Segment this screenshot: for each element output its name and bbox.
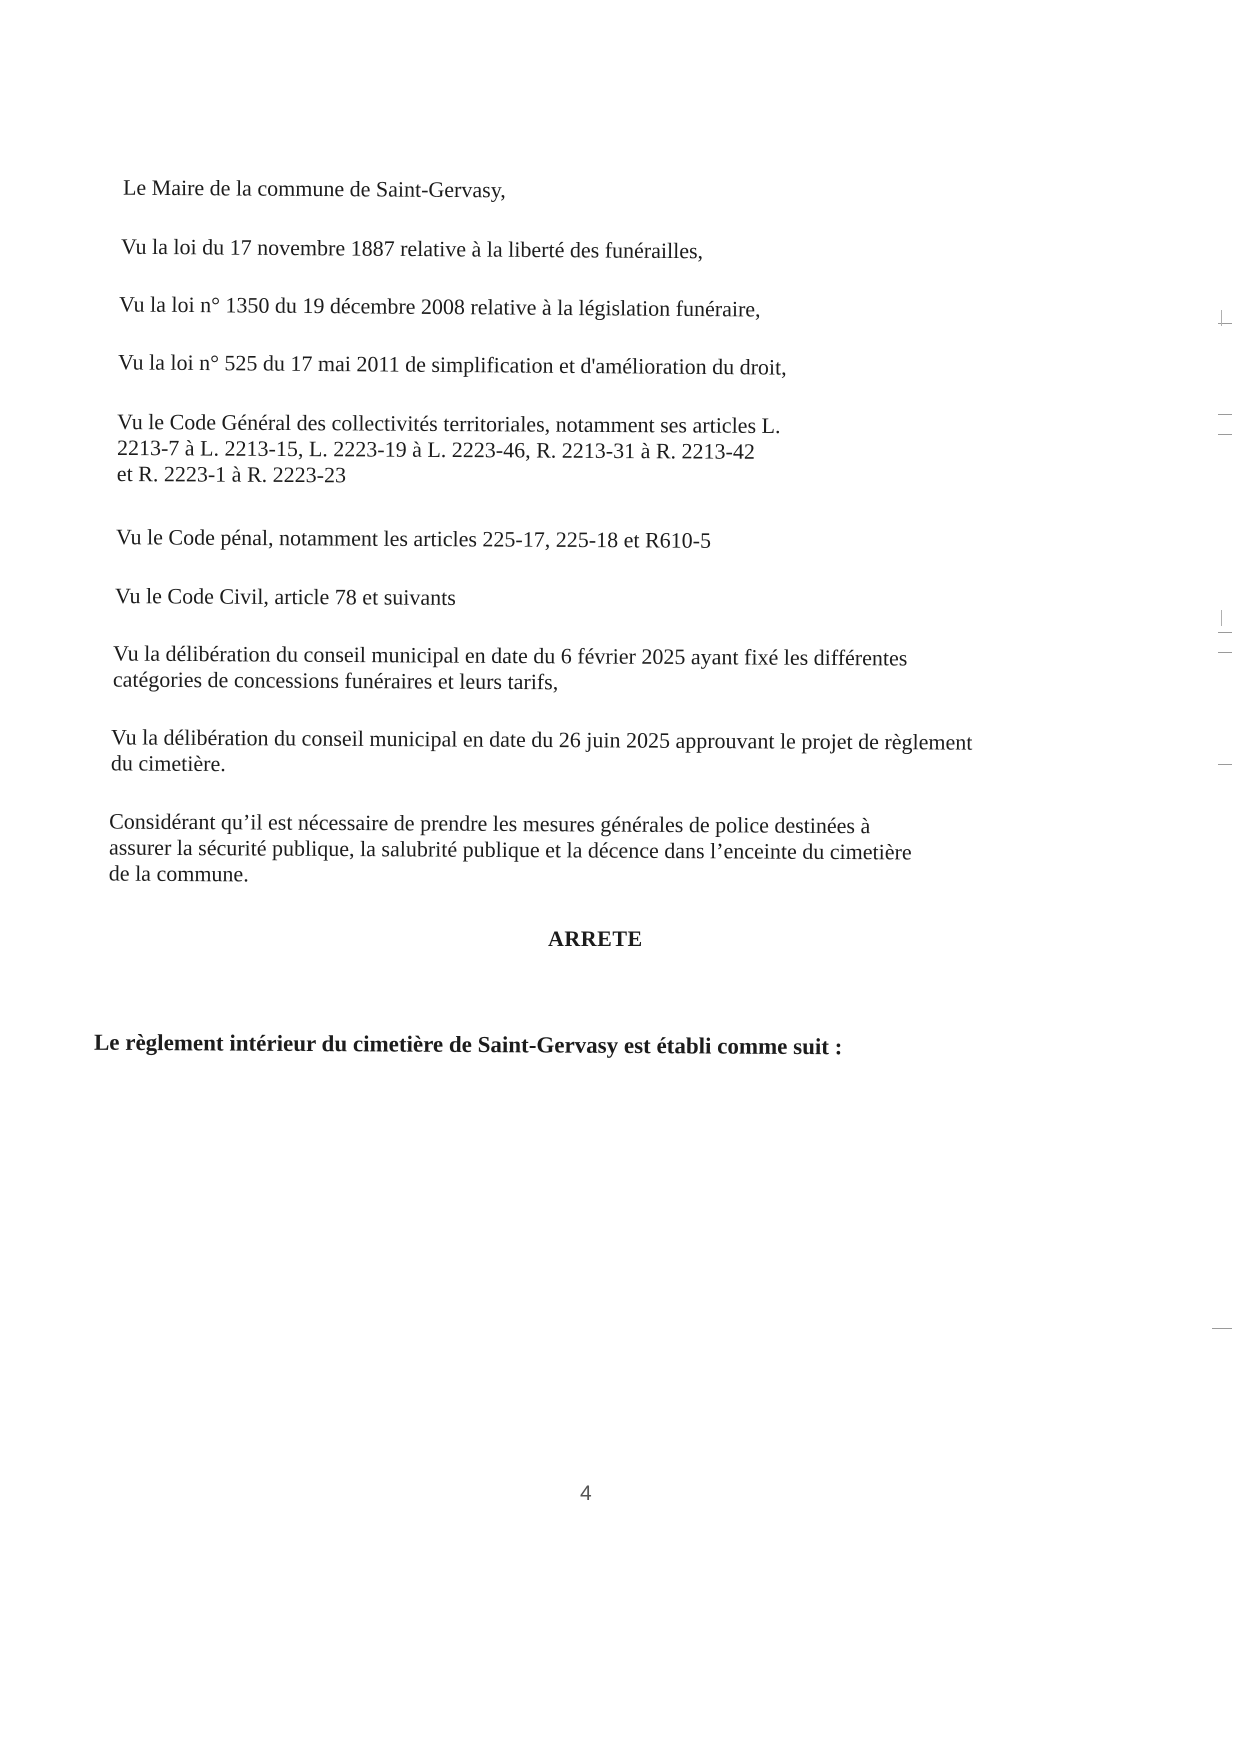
decree-heading: ARRETE bbox=[548, 926, 643, 951]
consideration-line: Vu la loi du 17 novembre 1887 relative à la liberté des funérailles, bbox=[120, 233, 704, 264]
regulation-title: Le règlement intérieur du cimetière de Saint-Gervasy est établi comme suit : bbox=[93, 1029, 843, 1060]
scan-artifact bbox=[1212, 1328, 1232, 1329]
page-number: 4 bbox=[580, 1482, 592, 1505]
intro-line bbox=[123, 175, 506, 204]
consideration-cgct bbox=[117, 409, 781, 491]
consideration-deliberation-juin bbox=[111, 724, 973, 781]
scan-artifact bbox=[1218, 764, 1232, 765]
scan-artifact bbox=[1218, 434, 1232, 435]
consideration-line: Vu le Code pénal, notamment les articles 225-17, 225-18 et R610-5 bbox=[115, 524, 712, 553]
consideration-law-2011 bbox=[118, 349, 787, 380]
scan-artifact bbox=[1221, 310, 1222, 326]
consideration-line: Vu la délibération du conseil municipal en date du 6 février 2025 ayant fixé les différentes bbox=[113, 640, 908, 671]
consideration-line: Vu le Code Civil, article 78 et suivants bbox=[114, 583, 456, 610]
scan-artifact bbox=[1221, 610, 1222, 626]
consideration-securite bbox=[109, 809, 912, 892]
consideration-line: Considérant qu’il est nécessaire de prendre les mesures générales de police destinées à bbox=[109, 808, 871, 839]
consideration-line: Vu la loi n° 525 du 17 mai 2011 de simplification et d'amélioration du droit, bbox=[117, 349, 787, 380]
consideration-line: du cimetière. bbox=[110, 750, 226, 777]
consideration-deliberation-fevrier bbox=[113, 641, 908, 698]
scan-artifact bbox=[1218, 632, 1232, 633]
consideration-line: Vu le Code Général des collectivités territoriales, notamment ses articles L. bbox=[117, 408, 781, 439]
consideration-law-2008 bbox=[119, 291, 761, 322]
scan-artifact bbox=[1218, 414, 1232, 415]
consideration-line: catégories de concessions funéraires et leurs tarifs, bbox=[112, 666, 559, 695]
consideration-line: Vu la loi n° 1350 du 19 décembre 2008 relative à la législation funéraire, bbox=[118, 291, 761, 322]
consideration-code-civil bbox=[115, 583, 456, 611]
scan-artifact bbox=[1218, 652, 1232, 653]
consideration-line: assurer la sécurité publique, la salubrité publique et la décence dans l’enceinte du cimetière bbox=[108, 834, 912, 865]
consideration-line: et R. 2223-1 à R. 2223-23 bbox=[116, 460, 347, 488]
intro-text: Le Maire de la commune de Saint-Gervasy, bbox=[122, 174, 506, 203]
consideration-line: de la commune. bbox=[108, 860, 249, 887]
consideration-code-penal bbox=[116, 524, 711, 554]
consideration-line: Vu la délibération du conseil municipal en date du 26 juin 2025 approuvant le projet de règlement bbox=[111, 724, 973, 755]
consideration-law-1887 bbox=[121, 234, 703, 265]
consideration-line: 2213-7 à L. 2213-15, L. 2223-19 à L. 2223-46, R. 2213-31 à R. 2213-42 bbox=[116, 434, 755, 464]
